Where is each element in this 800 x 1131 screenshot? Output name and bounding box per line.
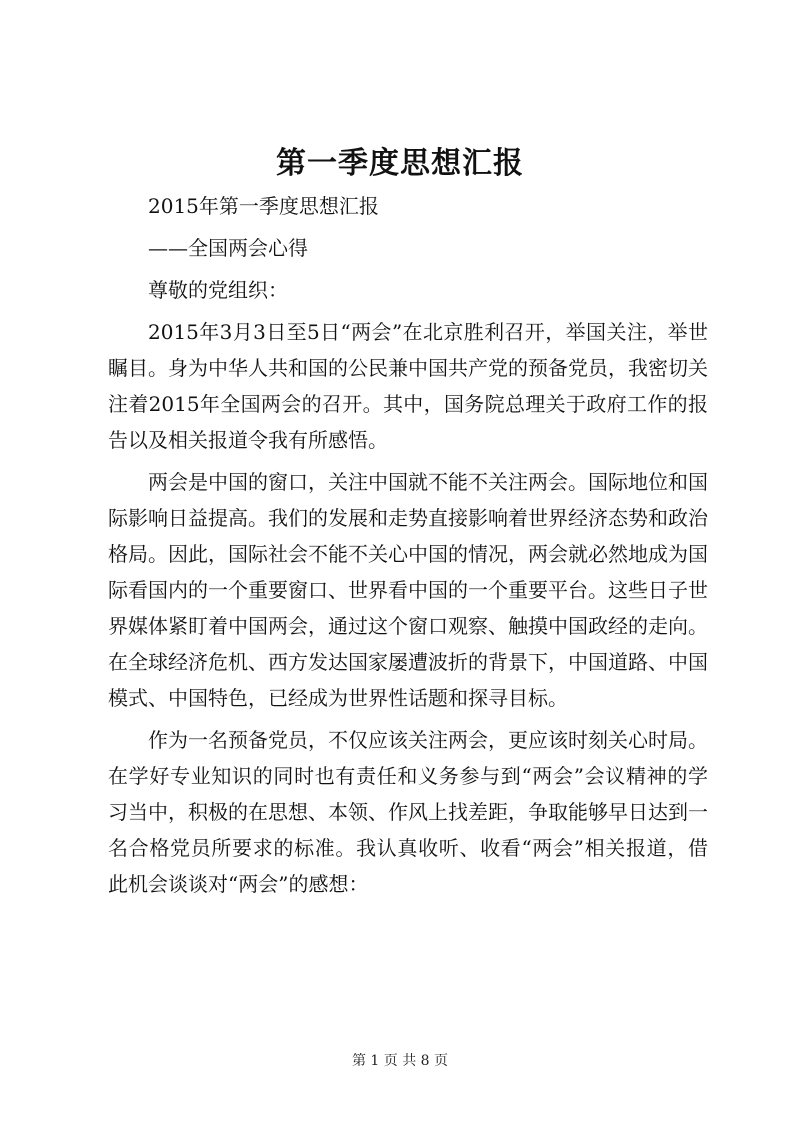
document-subheading: ——全国两会心得 bbox=[148, 236, 308, 260]
document-title: 第一季度思想汇报 bbox=[276, 146, 524, 181]
paragraph-3: 作为一名预备党员，不仅应该关注两会，更应该时刻关心时局。在学好专业知识的同时也有责任和义务参与到“两会”会议精神的学习当中，积极的在思想、本领、作风上找差距，争取能够早日达到一名合格党员所要求的标准。我认真收听、收看“两会”相关报道，借此机会谈谈对“两会”的感想： bbox=[108, 728, 708, 896]
page-footer: 第 1 页 共 8 页 bbox=[351, 1053, 449, 1069]
document-subtitle: 2015年第一季度思想汇报 bbox=[148, 194, 379, 218]
paragraph-1: 2015年3月3日至5日“两会”在北京胜利召开，举国关注，举世瞩目。身为中华人共和国的公民兼中国共产党的预备党员，我密切关注着2015年全国两会的召开。其中，国务院总理关于政府工作的报告以及相关报道令我有所感悟。 bbox=[108, 320, 708, 452]
salutation: 尊敬的党组织： bbox=[148, 278, 288, 302]
paragraph-2: 两会是中国的窗口，关注中国就不能不关注两会。国际地位和国际影响日益提高。我们的发展和走势直接影响着世界经济态势和政治格局。因此，国际社会不能不关心中国的情况，两会就必然地成为国际看国内的一个重要窗口、世界看中国的一个重要平台。这些日子世界媒体紧盯着中国两会，通过这个窗口观察、触摸中国政经的走向。在全球经济危机、西方发达国家屡遭波折的背景下，中国道路、中国模式、中国特色，已经成为世界性话题和探寻目标。 bbox=[108, 470, 708, 710]
document-body bbox=[108, 188, 708, 902]
